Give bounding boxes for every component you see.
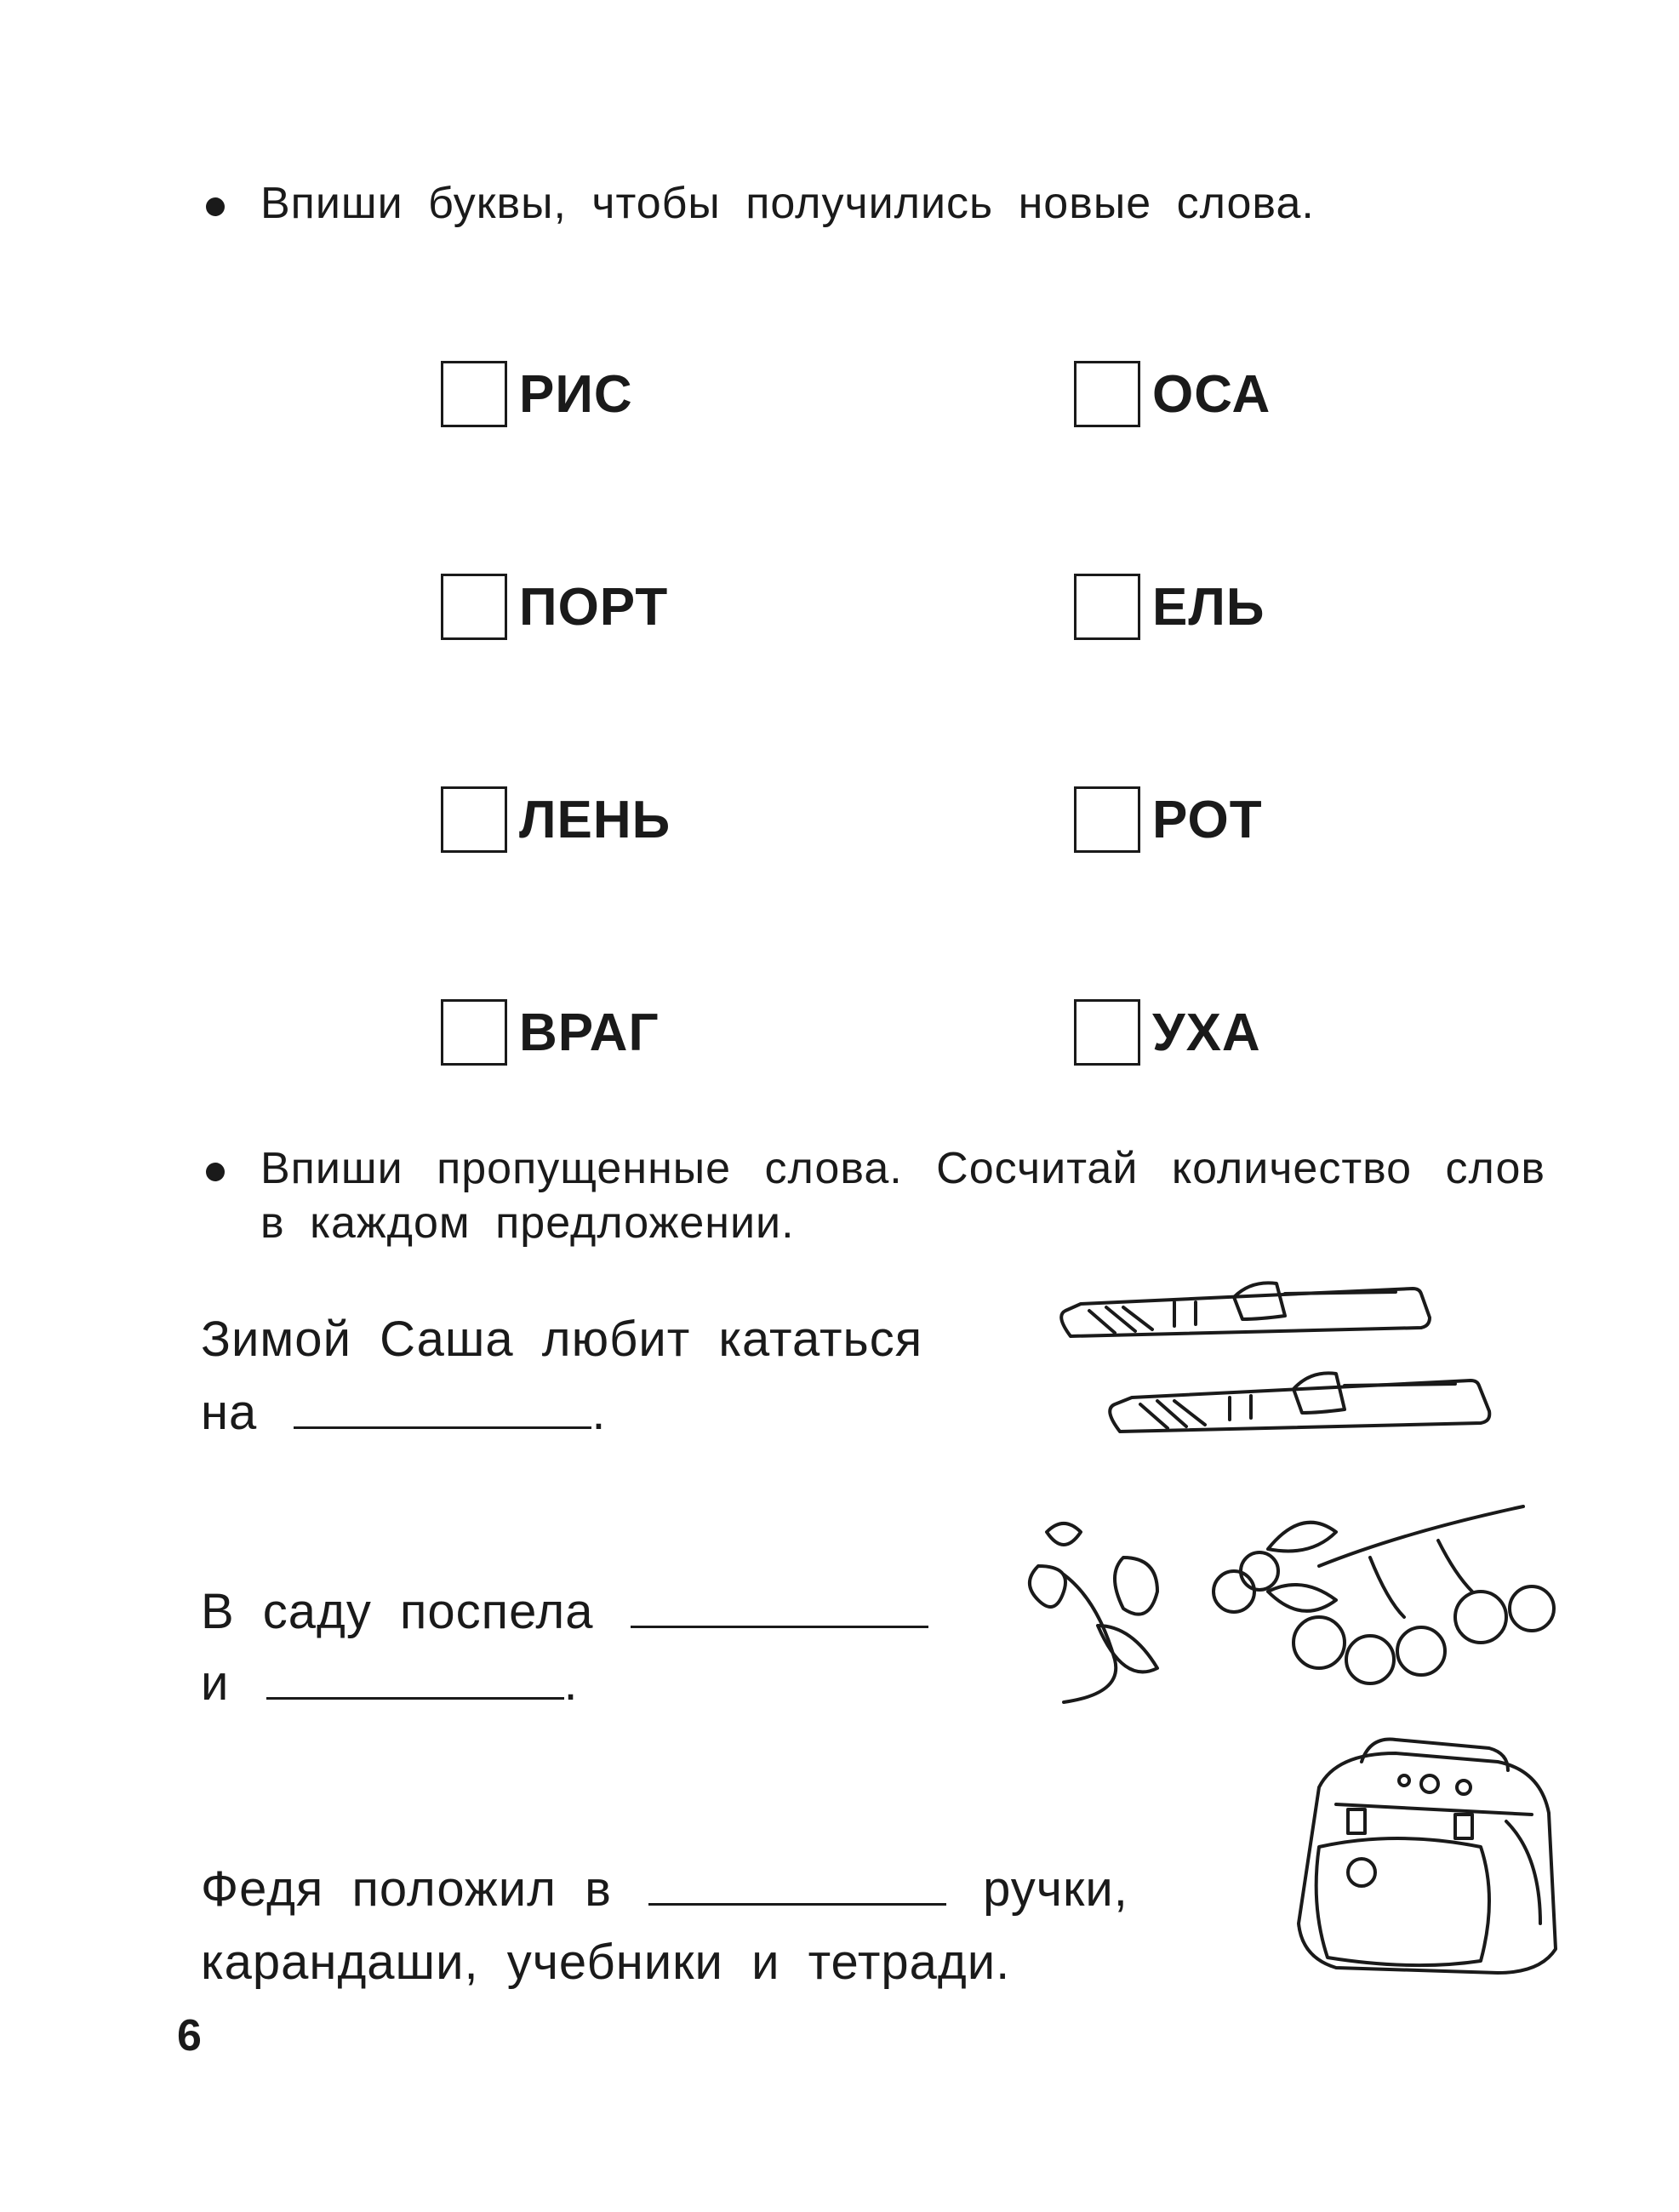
- word-item[interactable]: [1074, 781, 1263, 858]
- sentence-text: .: [591, 1385, 607, 1440]
- answer-blank[interactable]: [631, 1578, 928, 1628]
- word-item[interactable]: [1074, 994, 1261, 1071]
- word-item[interactable]: [441, 994, 660, 1071]
- sentence1-line2: [201, 1377, 607, 1449]
- bullet-icon: [206, 197, 225, 216]
- backpack-illustration: [1285, 1728, 1566, 1983]
- letter-box[interactable]: [1074, 786, 1140, 853]
- word-label: УХА: [1152, 1003, 1261, 1062]
- sentence-text: .: [563, 1655, 579, 1711]
- berries-illustration: [1013, 1498, 1574, 1719]
- letter-box[interactable]: [1074, 361, 1140, 427]
- sentence-text: Федя положил в: [201, 1861, 612, 1917]
- word-item[interactable]: [441, 356, 633, 432]
- skis-illustration: [1055, 1277, 1498, 1472]
- answer-blank[interactable]: [294, 1379, 591, 1429]
- sentence2-line1: [201, 1576, 928, 1648]
- word-item[interactable]: [1074, 356, 1271, 432]
- word-label: ЛЕНЬ: [519, 790, 671, 849]
- letter-box[interactable]: [441, 574, 507, 640]
- answer-blank[interactable]: [648, 1855, 946, 1906]
- word-label: РОТ: [1152, 790, 1263, 849]
- letter-box[interactable]: [1074, 574, 1140, 640]
- word-item[interactable]: [441, 781, 671, 858]
- task2-instruction-line2: в каждом предложении.: [260, 1198, 795, 1248]
- word-label: РИС: [519, 364, 633, 424]
- letter-box[interactable]: [441, 999, 507, 1066]
- answer-blank[interactable]: [266, 1649, 564, 1700]
- word-label: ПОРТ: [519, 577, 669, 637]
- letter-box[interactable]: [1074, 999, 1140, 1066]
- task2-instruction-line1: Впиши пропущенные слова. Сосчитай количество слов: [260, 1144, 1545, 1193]
- sentence2-line2: [201, 1648, 579, 1719]
- page-number: 6: [177, 2011, 202, 2061]
- sentence-text: и: [201, 1655, 230, 1711]
- sentence3-line1: [201, 1854, 1128, 1925]
- word-label: ОСА: [1152, 364, 1271, 424]
- word-item[interactable]: [441, 569, 668, 645]
- sentence1-line1: Зимой Саша любит кататься: [201, 1312, 923, 1367]
- sentence-text: В саду поспела: [201, 1584, 594, 1639]
- word-label: ЕЛЬ: [1152, 577, 1265, 637]
- sentence-text: на: [201, 1385, 258, 1440]
- letter-box[interactable]: [441, 786, 507, 853]
- word-item[interactable]: [1074, 569, 1265, 645]
- task1-instruction: Впиши буквы, чтобы получились новые слова.: [260, 179, 1315, 228]
- sentence-text: ручки,: [983, 1861, 1128, 1917]
- letter-box[interactable]: [441, 361, 507, 427]
- sentence3-line2: карандаши, учебники и тетради.: [201, 1935, 1011, 1990]
- bullet-icon: [206, 1163, 225, 1181]
- word-label: ВРАГ: [519, 1003, 660, 1062]
